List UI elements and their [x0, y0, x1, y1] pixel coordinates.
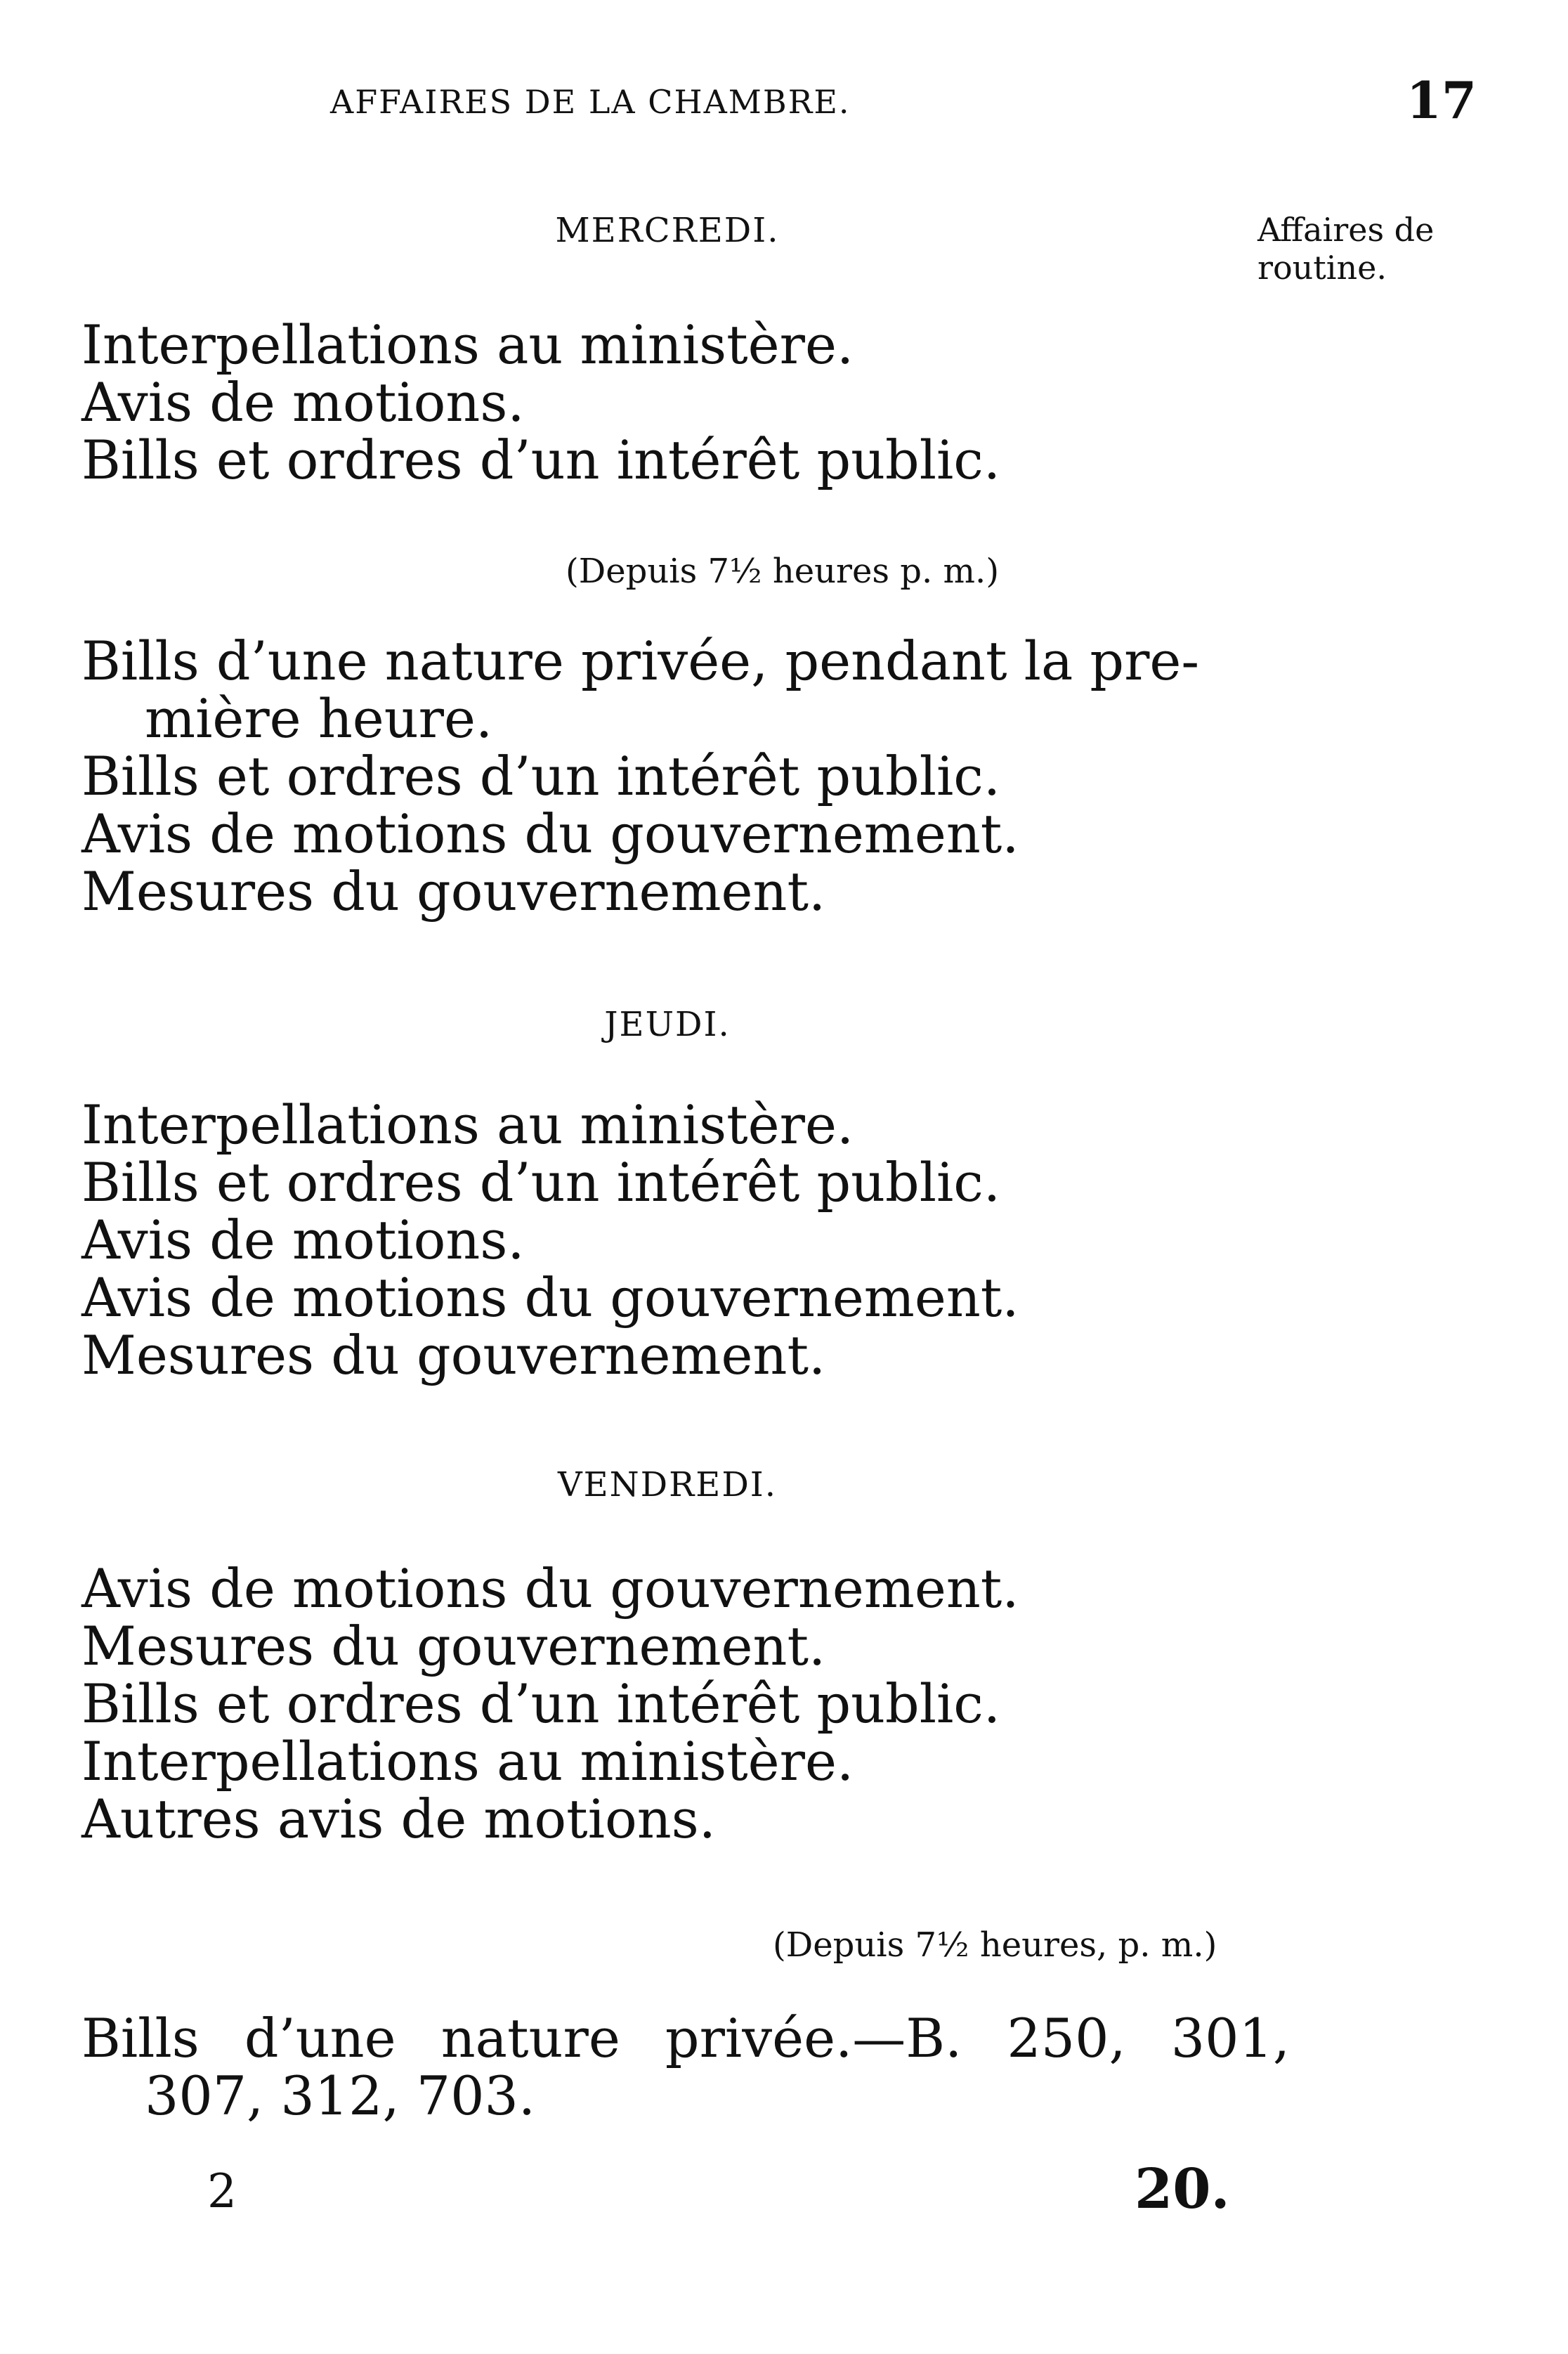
list-item: Bills d’une nature privée, pendant la pre-	[81, 630, 1200, 692]
list-item: Mesures du gouvernement.	[81, 1324, 826, 1386]
list-item: Avis de motions du gouvernement.	[81, 1266, 1019, 1329]
list-item: Mesures du gouvernement.	[81, 860, 826, 923]
list-item: Bills et ordres d’un intérêt public.	[81, 745, 1001, 807]
time-note-mercredi: (Depuis 7½ heures p. m.)	[566, 552, 1000, 591]
margin-note-line: routine.	[1257, 249, 1387, 287]
signature-mark: 2	[207, 2164, 237, 2218]
heading-mercredi: MERCREDI.	[555, 211, 780, 250]
heading-jeudi: JEUDI.	[604, 1005, 731, 1044]
mercredi-items-after	[81, 632, 1290, 921]
list-item: Avis de motions du gouvernement.	[81, 1557, 1019, 1620]
list-item: Interpellations au ministère.	[81, 313, 854, 376]
list-item-continuation: 307, 312, 703.	[145, 2064, 535, 2127]
list-item: Interpellations au ministère.	[81, 1093, 854, 1156]
list-item: Bills et ordres d’un intérêt public.	[81, 429, 1001, 491]
list-item: Bills et ordres d’un intérêt public.	[81, 1672, 1001, 1735]
jeudi-items	[81, 1093, 1290, 1386]
margin-note-line: Affaires de	[1257, 211, 1435, 249]
list-item: Mesures du gouvernement.	[81, 1615, 826, 1677]
time-note-vendredi: (Depuis 7½ heures, p. m.)	[773, 1925, 1217, 1965]
list-item: Bills et ordres d’un intérêt public.	[81, 1151, 1001, 1214]
list-item: Interpellations au ministère.	[81, 1730, 854, 1793]
list-item: Autres avis de motions.	[81, 1788, 716, 1850]
list-item: Bills d’une nature privée.—B. 250, 301,	[81, 2007, 1290, 2069]
mercredi-items-before	[81, 313, 1290, 491]
vendredi-final	[81, 2007, 1290, 2127]
vendredi-items	[81, 1557, 1290, 1850]
list-item: Avis de motions.	[81, 1209, 525, 1271]
running-title: AFFAIRES DE LA CHAMBRE.	[330, 83, 851, 121]
heading-vendredi: VENDREDI.	[557, 1465, 778, 1504]
list-item: Avis de motions.	[81, 371, 525, 434]
list-item: Avis de motions du gouvernement.	[81, 802, 1019, 865]
list-item-continuation: mière heure.	[145, 687, 493, 750]
page-number: 17	[1406, 70, 1477, 130]
catchword: 20.	[1135, 2157, 1230, 2221]
